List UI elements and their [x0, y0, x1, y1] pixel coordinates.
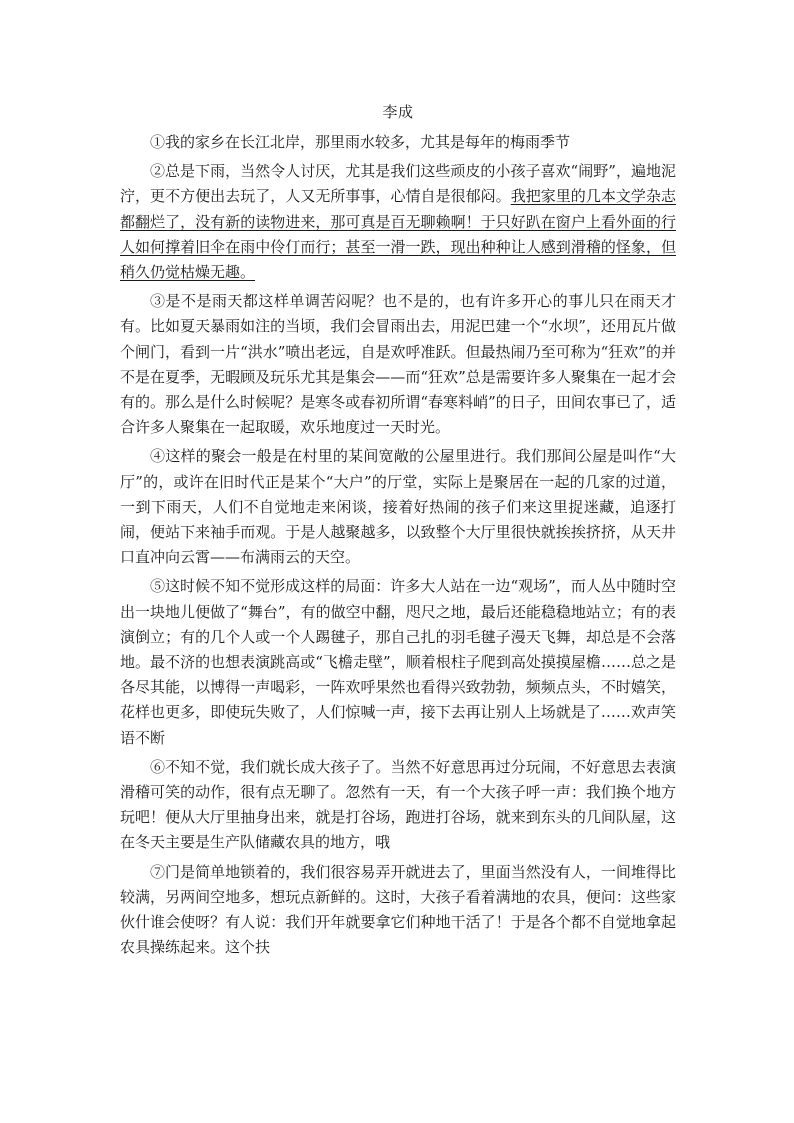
paragraph-6: [120, 755, 676, 856]
paragraph-text: ③是不是雨天都这样单调苦闷呢？也不是的，也有许多开心的事儿只在雨天才有。比如夏天暴雨如注的当顷，我们会冒雨出去，用泥巴建一个“水坝”，还用瓦片做个闸门，看到一片“洪水”喷出老远，自是欢呼准跃。但最热闹乃至可称为“狂欢”的并不是在夏季，无暇顾及玩乐尤其是集会——而“狂欢”总是需要许多人聚集在一起才会有的。那么是什么时候呢？是寒冬或春初所谓“春寒料峭”的日子，田间农事已了，适合许多人聚集在一起取暖，欢乐地度过一天时光。: [120, 292, 676, 437]
paragraph-5: [120, 574, 676, 750]
paragraph-text: ⑥不知不觉，我们就长成大孩子了。当然不好意思再过分玩闹，不好意思去表演滑稽可笑的动作，很有点无聊了。忽然有一天，有一个大孩子呼一声：我们换个地方玩吧！便从大厅里抽身出来，就是打谷场，跑进打谷场，就来到东头的几间队屋，这在冬天主要是生产队储藏农具的地方，哦: [120, 757, 676, 852]
paragraph-text: ⑦门是简单地锁着的，我们很容易弄开就进去了，里面当然没有人，一间堆得比较满，另两间空地多，想玩点新鲜的。这时，大孩子看着满地的农具，便问：这些家伙什谁会使呀？有人说：我们开年就要拿它们种地干活了！于是各个都不自觉地拿起农具操练起来。这个扶: [120, 862, 676, 957]
paragraph-3: [120, 289, 676, 440]
paragraph-2: [120, 159, 676, 285]
paragraph-1: [120, 130, 676, 155]
paragraph-text: ④这样的聚会一般是在村里的某间宽敞的公屋里进行。我们那间公屋是叫作“大厅”的，或许在旧时代正是某个“大户”的厅堂，实际上是聚居在一起的几家的过道，一到下雨天，人们不自觉地走来闲谈，接着好热闹的孩子们来这里捉迷藏，追逐打闹，便站下来袖手而观。于是人越聚越多，以致整个大厅里很快就挨挨挤挤，从天井口直冲向云霄——布满雨云的天空。: [120, 447, 676, 567]
paragraph-text: ⑤这时候不知不觉形成这样的局面：许多大人站在一边“观场”，而人丛中随时空出一块地儿便做了“舞台”，有的做空中翻，咫尺之地，最后还能稳稳地站立；有的表演倒立；有的几个人或一个人踢毽子，那自己扎的羽毛毽子漫天飞舞，却总是不会落地。最不济的也想表演跳高或“飞檐走壁”，顺着根柱子爬到高处摸摸屋檐……总之是各尽其能，以博得一声喝彩，一阵欢呼果然也看得兴致勃勃，频频点头，不时嬉笑，花样也更多，即使玩失败了，人们惊喊一声，接下去再让别人上场就是了……欢声笑语不断: [120, 577, 676, 747]
author-name: 李成: [382, 103, 414, 121]
underlined-sentence: 我把家里的几本文学杂志都翻烂了，没有新的读物进来，那可真是百无聊赖啊！于只好趴在窗户上看外面的行人如何撑着旧伞在雨中伶仃而行；甚至一滑一跌，现出种种让人感到滑稽的怪象，但稍久仍觉枯燥无趣。: [120, 187, 676, 282]
article-body: [120, 96, 676, 965]
paragraph-text: ②总是下雨，当然令人讨厌，尤其是我们这些顽皮的小孩子喜欢“闹野”，遍地泥泞，更不方便出去玩了，人又无所事事，心情自是很郁闷。: [120, 162, 676, 206]
paragraph-4: [120, 444, 676, 570]
paragraph-text: ①我的家乡在长江北岸，那里雨水较多，尤其是每年的梅雨季节: [150, 133, 571, 151]
paragraph-7: [120, 860, 676, 961]
